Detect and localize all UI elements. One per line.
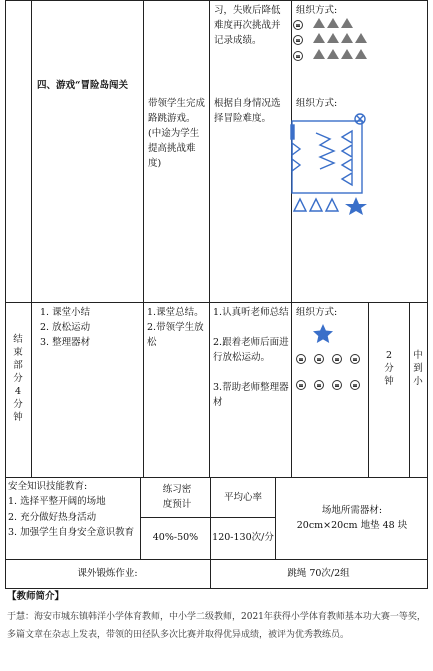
bio-heading: 【教师简介】 <box>7 591 65 602</box>
safety-item-2: 2. 充分做好热身活动 <box>8 512 97 523</box>
col-rule-safety-3 <box>275 477 276 559</box>
rule-end-safety <box>5 477 428 478</box>
student-face-icon <box>332 354 342 364</box>
bio-text: 于慧：海安市城东镇韩洋小学体育教师，中小学二级教师，2021年获得小学体育教师基本功大赛一等奖，多篇文章在杂志上发表，带领的田径队多次比赛并取得优异成绩，被评为优秀教练员。 <box>7 612 426 640</box>
org-label-2: 组织方式: <box>296 98 338 109</box>
game-title: 四、游戏“冒险岛闯关 <box>37 80 128 91</box>
org-label-1: 组织方式: <box>296 5 338 16</box>
game-teacher-text: 带领学生完成路跳游戏。(中途为学生提高挑战难度) <box>148 98 206 169</box>
end-student-1: 1.认真听老师总结 <box>213 307 289 318</box>
student-face-icon <box>293 51 303 61</box>
student-face-icon <box>314 380 324 390</box>
density-value: 40%-50% <box>152 532 199 543</box>
gray-triangles-formation <box>313 16 383 66</box>
col-rule-safety-1 <box>140 477 141 559</box>
student-face-icon <box>332 380 342 390</box>
end-teacher-1: 1.课堂总结。 <box>147 307 204 318</box>
equipment-detail: 20cm×20cm 地垫 48 块 <box>296 520 408 531</box>
star-icon <box>345 197 367 215</box>
student-face-icon <box>350 380 360 390</box>
end-intensity: 中到小 <box>413 350 423 387</box>
heart-rate-value: 120-130次/分 <box>212 532 274 543</box>
student-face-icon <box>293 20 303 30</box>
col-rule-2 <box>143 0 144 477</box>
end-org-label: 组织方式: <box>296 307 338 318</box>
safety-item-3: 3. 加强学生自身安全意识教育 <box>8 527 135 538</box>
end-student-3: 3.帮助老师整理器材 <box>213 382 289 408</box>
density-label: 练习密度预计 <box>162 484 192 510</box>
student-face-icon <box>314 354 324 364</box>
game-student-bottom: 根据自身情况选择冒险难度。 <box>214 98 281 124</box>
teacher-star-icon <box>313 324 333 344</box>
end-time: 2分钟 <box>384 350 394 387</box>
rule-density-mid <box>140 517 275 518</box>
safety-item-1: 1. 选择平整开阔的场地 <box>8 496 106 507</box>
rule-right <box>427 0 428 588</box>
end-content-2: 2. 放松运动 <box>40 322 91 333</box>
col-rule-3 <box>209 0 210 477</box>
homework-label: 课外锻炼作业: <box>77 568 138 579</box>
equipment-label: 场地所需器材: <box>321 505 383 516</box>
student-face-icon <box>350 354 360 364</box>
student-face-icon <box>296 354 306 364</box>
obstacle-course-diagram <box>290 113 370 213</box>
end-section-name: 结束部分4分钟 <box>13 334 23 423</box>
rule-game-end <box>5 302 428 303</box>
rule-safety-homework <box>5 559 428 560</box>
safety-heading: 安全知识技能教育: <box>8 481 88 492</box>
student-face-icon <box>293 35 303 45</box>
rule-left <box>5 0 6 588</box>
student-face-icon <box>296 380 306 390</box>
rule-bottom <box>5 588 428 589</box>
col-rule-4 <box>291 0 292 477</box>
rule-top <box>5 0 428 1</box>
homework-value: 跳绳 70次/2组 <box>287 568 350 579</box>
col-rule-5 <box>368 302 369 477</box>
col-rule-1 <box>31 0 32 477</box>
end-content-3: 3. 整理器材 <box>40 337 91 348</box>
end-content-1: 1. 课堂小结 <box>40 307 91 318</box>
col-rule-6 <box>409 302 410 477</box>
game-student-top: 习，失败后降低难度再次挑战并记录成绩。 <box>214 5 281 46</box>
end-student-2: 2.跟着老师后面进行放松运动。 <box>213 337 289 363</box>
heart-rate-label: 平均心率 <box>223 492 262 503</box>
end-teacher-2: 2.带领学生放松 <box>147 322 204 348</box>
